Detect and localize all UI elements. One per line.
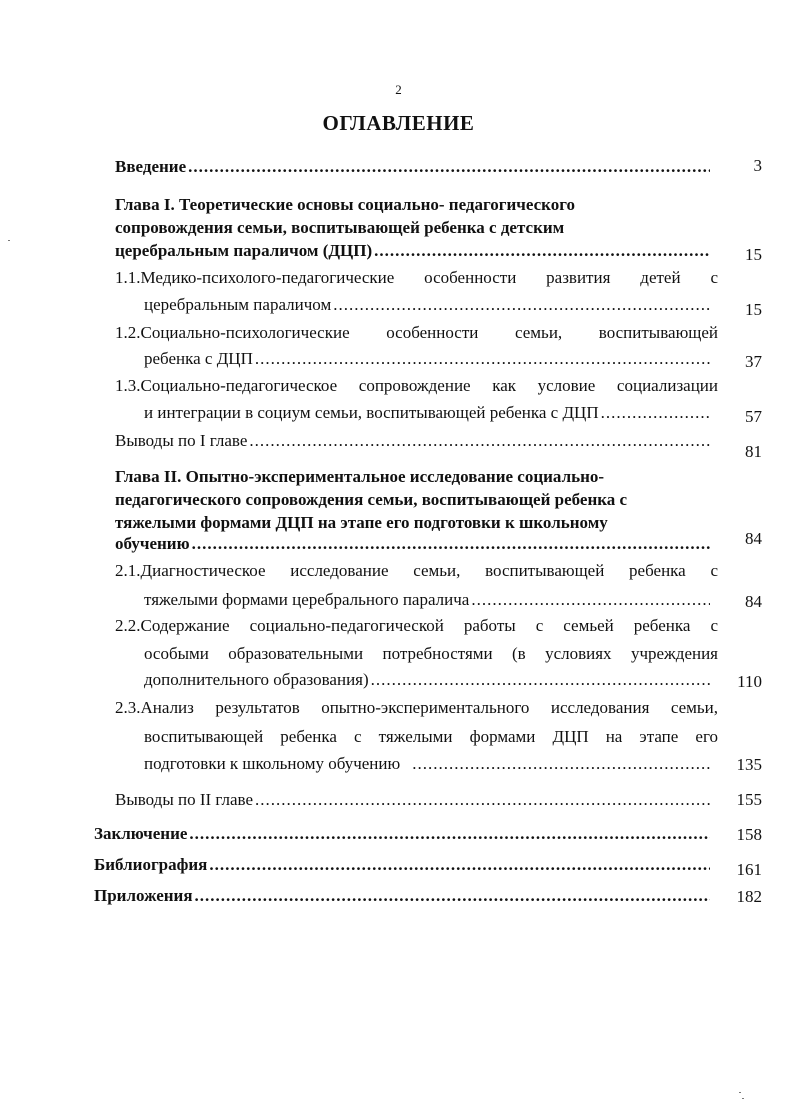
toc-page-chapter2: 84 <box>745 529 762 548</box>
toc-page-section-1-1: 15 <box>745 300 762 319</box>
toc-chapter1-line3: церебральным параличом (ДЦП) <box>115 241 373 260</box>
toc-page-appendices: 182 <box>736 887 762 906</box>
toc-page-conclusion: 158 <box>736 825 762 844</box>
toc-page-section-1-3: 57 <box>745 407 762 426</box>
toc-section-2-2-line2: особыми образовательными потребностями (в условиях учреждения <box>144 644 718 663</box>
toc-section-2-2-line1: 2.2.Содержание социально-педагогической работы с семьей ребенка с <box>115 616 718 635</box>
toc-chapter2-line1: Глава II. Опытно-экспериментальное исследование социально- <box>115 467 605 486</box>
leader-dots <box>371 669 710 691</box>
toc-entry-intro <box>115 156 710 178</box>
toc-section-2-3-line1: 2.3.Анализ результатов опытно-экспериментального исследования семьи, <box>115 698 718 717</box>
toc-page-bibliography: 161 <box>736 860 762 879</box>
toc-section-1-2-line1: 1.2.Социально-психологические особенности семьи, воспитывающей <box>115 323 718 342</box>
toc-chapter1-line1: Глава I. Теоретические основы социально- педагогического <box>115 195 576 214</box>
toc-section-1-3-line1: 1.3.Социально-педагогическое сопровождение как условие социализации <box>115 376 718 395</box>
toc-entry-section-1-3 <box>144 402 710 424</box>
toc-section-2-3-line3: подготовки к школьному обучению <box>144 754 401 773</box>
toc-section-2-3-line2: воспитывающей ребенка с тяжелыми формами ДЦП на этапе его <box>144 727 718 746</box>
leader-dots <box>471 589 710 611</box>
toc-chapter1-line2: сопровождения семьи, воспитывающей ребенка с детским <box>115 218 565 237</box>
toc-page-conclusions-1: 81 <box>745 442 762 461</box>
toc-label-appendices: Приложения <box>94 886 193 905</box>
toc-chapter2-line3: тяжелыми формами ДЦП на этапе его подготовки к школьному <box>115 513 608 532</box>
toc-entry-section-2-3 <box>144 753 710 775</box>
leader-dots <box>255 348 710 370</box>
leader-dots <box>188 156 710 178</box>
toc-label-conclusions-1: Выводы по I главе <box>115 431 248 450</box>
toc-section-2-1-line1: 2.1.Диагностическое исследование семьи, воспитывающей ребенка с <box>115 561 718 580</box>
toc-entry-chapter2 <box>115 533 710 555</box>
toc-entry-conclusions-2 <box>115 789 710 811</box>
toc-entry-section-2-1 <box>144 589 710 611</box>
leader-dots <box>601 402 710 424</box>
leader-dots <box>195 885 710 907</box>
toc-entry-chapter1 <box>115 240 710 262</box>
toc-label-conclusion: Заключение <box>94 824 188 843</box>
toc-entry-section-2-2 <box>144 669 710 691</box>
toc-section-1-2-line2: ребенка с ДЦП <box>144 349 253 368</box>
scan-speck <box>742 1098 744 1099</box>
page-title: ОГЛАВЛЕНИЕ <box>322 111 475 135</box>
toc-page-conclusions-2: 155 <box>736 790 762 809</box>
toc-label-conclusions-2: Выводы по II главе <box>115 790 254 809</box>
toc-entry-section-1-1 <box>144 294 710 316</box>
leader-dots <box>192 533 710 555</box>
toc-section-1-1-line2: церебральным параличом <box>144 295 332 314</box>
toc-label-bibliography: Библиография <box>94 855 208 874</box>
leader-dots <box>412 753 710 775</box>
toc-chapter2-line4: обучению <box>115 534 190 553</box>
toc-page-section-1-2: 37 <box>745 352 762 371</box>
toc-entry-conclusion <box>94 823 710 845</box>
leader-dots <box>374 240 710 262</box>
toc-section-2-1-line2: тяжелыми формами церебрального паралича <box>144 590 470 609</box>
toc-entry-conclusions-1 <box>115 430 710 452</box>
toc-section-2-2-line3: дополнительного образования) <box>144 670 369 689</box>
scan-speck <box>739 1092 741 1093</box>
toc-entry-bibliography <box>94 854 710 876</box>
toc-page-section-2-1: 84 <box>745 592 762 611</box>
toc-section-1-3-line2: и интеграции в социум семьи, воспитывающей ребенка с ДЦП <box>144 403 599 422</box>
leader-dots <box>209 854 710 876</box>
page-number: 2 <box>395 82 402 97</box>
toc-label-intro: Введение <box>115 157 187 176</box>
leader-dots <box>189 823 710 845</box>
toc-entry-appendices <box>94 885 710 907</box>
toc-page-chapter1: 15 <box>745 245 762 264</box>
toc-chapter2-line2: педагогического сопровождения семьи, воспитывающей ребенка с <box>115 490 628 509</box>
toc-page-intro: 3 <box>753 156 762 175</box>
leader-dots <box>333 294 710 316</box>
toc-page-section-2-2: 110 <box>737 672 762 691</box>
leader-dots <box>249 430 710 452</box>
toc-section-1-1-line1: 1.1.Медико-психолого-педагогические особенности развития детей с <box>115 268 718 287</box>
toc-page-section-2-3: 135 <box>736 755 762 774</box>
toc-entry-section-1-2 <box>144 348 710 370</box>
leader-dots <box>255 789 710 811</box>
scan-speck <box>8 240 10 241</box>
